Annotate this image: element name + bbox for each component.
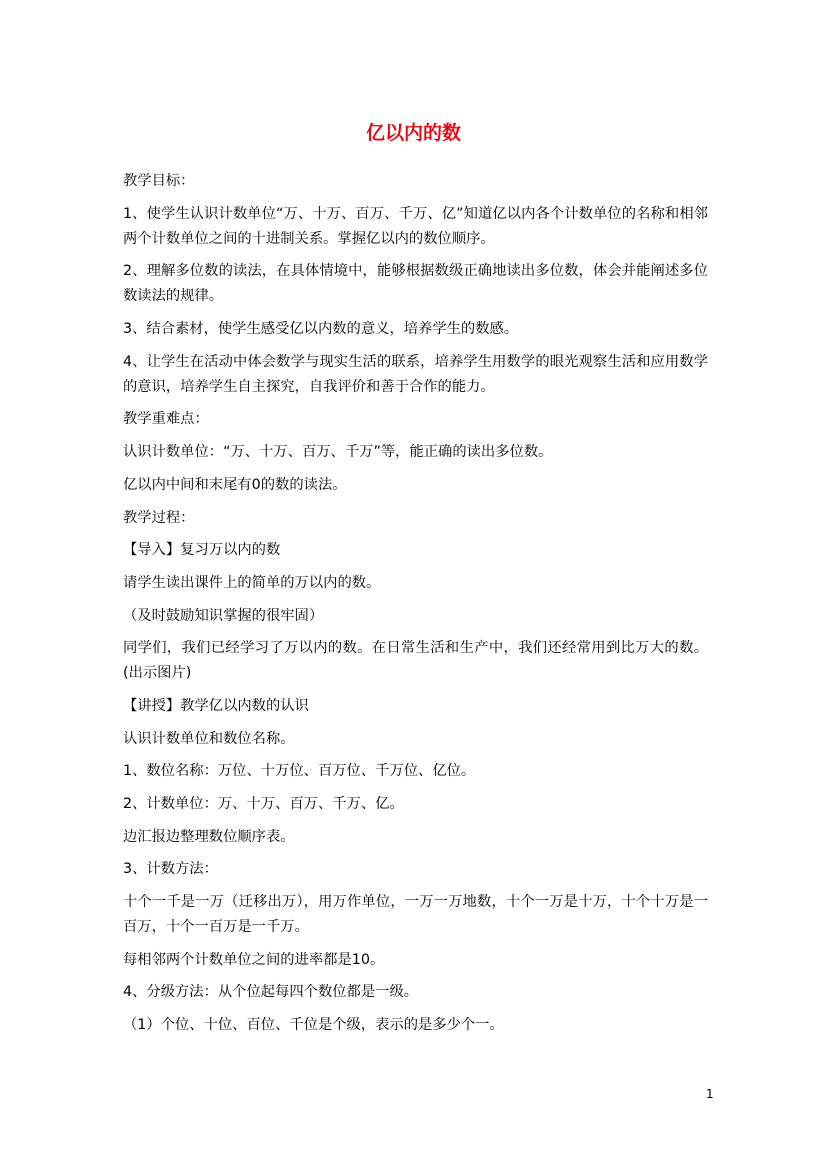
lecture-heading: 【讲授】教学亿以内数的认识 xyxy=(123,697,309,714)
objective-4: 4、让学生在活动中体会数学与现实生活的联系，培养学生用数学的眼光观察生活和应用数学的意识，培养学生自主探究，自我评价和善于合作的能力。 xyxy=(123,353,708,395)
intro-paragraph-2: （及时鼓励知识掌握的很牢固） xyxy=(123,607,324,624)
lecture-item-3: 3、计数方法： xyxy=(123,861,218,878)
objective-2: 2、理解多位数的读法，在具体情境中，能够根据数级正确地读出多位数，体会并能阐述多位数读法的规律。 xyxy=(123,263,708,305)
lecture-item-2: 2、计数单位：万、十万、百万、千万、亿。 xyxy=(123,796,404,812)
objective-1: 1、使学生认识计数单位“万、十万、百万、千万、亿”知道亿以内各个计数单位的名称和相邻两个计数单位之间的十进制关系。掌握亿以内的数位顺序。 xyxy=(123,205,708,247)
section-heading-key-points: 教学重难点： xyxy=(123,411,209,428)
key-point-2: 亿以内中间和末尾有0的数的读法。 xyxy=(123,476,347,493)
section-heading-process: 教学过程： xyxy=(123,509,195,526)
intro-paragraph-3: 同学们，我们已经学习了万以内的数。在日常生活和生产中，我们还经常用到比万大的数。(出示图片) xyxy=(123,640,708,682)
intro-heading: 【导入】复习万以内的数 xyxy=(123,542,281,559)
lecture-paragraph-3: 十个一千是一万（迁移出万），用万作单位，一万一万地数，十个一万是十万，十个十万是一百万，十个一百万是一千万。 xyxy=(123,894,708,936)
intro-paragraph-1: 请学生读出课件上的简单的万以内的数。 xyxy=(123,574,381,591)
key-point-1: 认识计数单位：“万、十万、百万、千万”等，能正确的读出多位数。 xyxy=(123,444,553,461)
lecture-item-1: 1、数位名称：万位、十万位、百万位、千万位、亿位。 xyxy=(123,763,476,780)
section-heading-objectives: 教学目标： xyxy=(123,173,195,189)
lecture-item-4: 4、分级方法：从个位起每四个数位都是一级。 xyxy=(123,984,419,1001)
lecture-paragraph-1: 认识计数单位和数位名称。 xyxy=(123,730,295,747)
document-body xyxy=(123,169,708,1046)
objective-3: 3、结合素材，使学生感受亿以内数的意义，培养学生的数感。 xyxy=(123,321,519,338)
lecture-subitem-1: （1）个位、十位、百位、千位是个级，表示的是多少个一。 xyxy=(123,1017,504,1034)
lecture-paragraph-4: 每相邻两个计数单位之间的进率都是10。 xyxy=(123,951,385,968)
lecture-paragraph-2: 边汇报边整理数位顺序表。 xyxy=(123,828,295,845)
document-title: 亿以内的数 xyxy=(365,122,461,144)
page-number: 1 xyxy=(706,1087,714,1101)
